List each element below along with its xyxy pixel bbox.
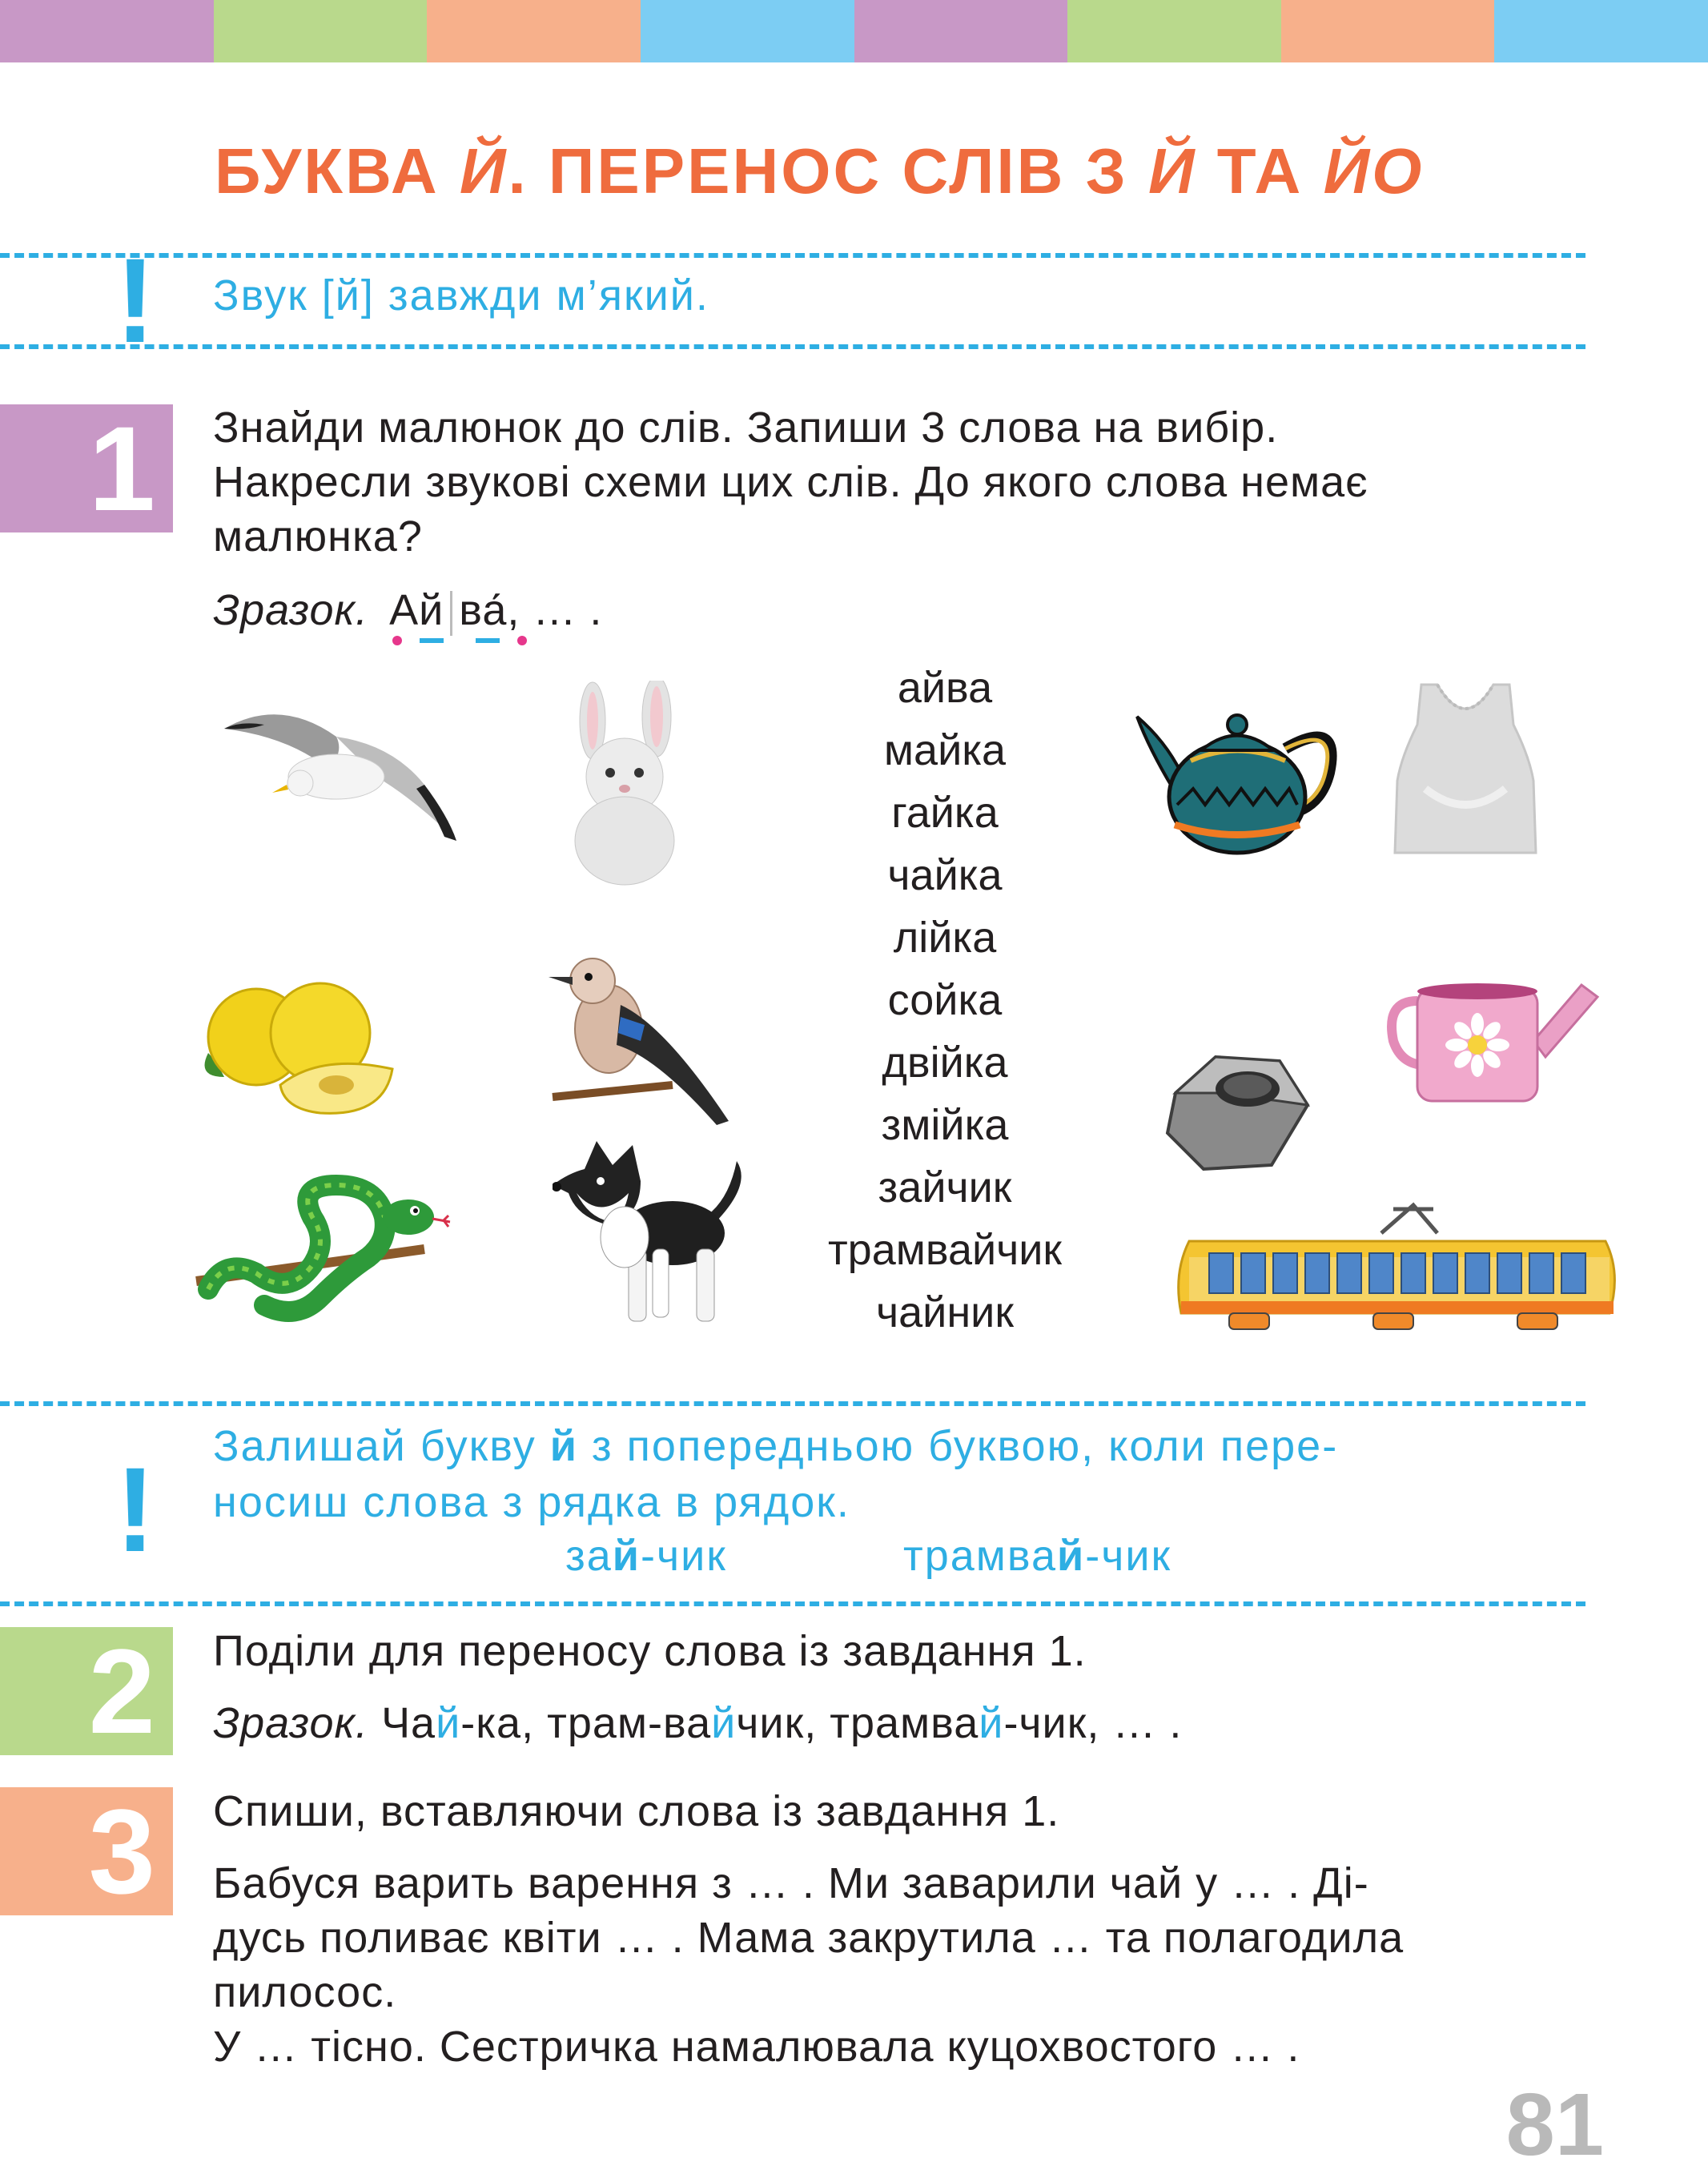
stripe-segment [427,0,641,62]
sample-part: й [979,1699,1004,1747]
task3-line: У … тісно. Сестричка намалювала куцохвостого … . [213,2023,1300,2071]
snake-picture [192,1169,456,1329]
sample-part: Ча [368,1699,436,1747]
dashed-divider [0,344,1585,349]
sound-scheme-marks [389,633,549,649]
task1-line: Накресли звукові схеми цих слів. До якого слова немає [213,458,1368,506]
rule-text-part: Залишай букву [213,1422,550,1470]
stripe-segment [1067,0,1281,62]
word-item: двійка [882,1039,1008,1087]
page-title [215,135,1424,208]
rule-text-line: носиш слова з рядка в рядок. [213,1478,850,1526]
exclamation-icon: ! [115,233,155,368]
rabbit-picture [545,681,705,889]
word-item: чайка [887,851,1003,899]
word-item: гайка [891,789,999,837]
dashed-divider [0,253,1585,258]
task1-line: Знайди малюнок до слів. Запиши 3 слова на вибір. [213,404,1279,452]
example-part: й [612,1532,641,1580]
example-part: й [1057,1532,1086,1580]
task3-text [213,1856,1590,2074]
title-part: БУКВА [215,135,460,207]
page-number: 81 [1505,2076,1604,2174]
example-part: -чик [641,1532,727,1580]
example-part: за [565,1532,613,1580]
task1-sample [213,583,602,637]
hyphenation-example-1 [565,1531,727,1581]
stripe-segment [641,0,854,62]
dashed-divider [0,1401,1585,1406]
quince-picture [192,957,416,1117]
task-number-2: 2 [0,1627,173,1755]
sample-word-scheme [389,583,507,637]
sample-syllable: ва́ [459,586,508,634]
tram-picture [1173,1201,1622,1337]
word-item: зайчик [878,1163,1012,1212]
title-part: . ПЕРЕНОС СЛІВ З [508,135,1148,207]
task3-line: дусь поливає квіти … . Мама закрутила … та полагодила [213,1914,1405,1962]
jay-bird-picture [545,953,745,1129]
nut-picture [1159,1045,1316,1181]
task2-instructions: Поділи для переносу слова із завдання 1. [213,1627,1087,1675]
sample-part: чик, трамва [736,1699,979,1747]
task3-line: пилосос. [213,1968,397,2016]
sample-ellipsis: , … . [507,586,603,634]
word-item: айва [897,664,993,712]
sample-part: й [436,1699,461,1747]
stripe-segment [1494,0,1708,62]
dashed-divider [0,1601,1585,1606]
title-part: ЙО [1323,135,1425,207]
title-part: ТА [1196,135,1324,207]
title-part: Й [1147,135,1197,207]
word-item: чайник [876,1288,1014,1336]
sample-label: Зразок. [213,586,369,634]
title-part: Й [459,135,508,207]
task1-line: малюнка? [213,512,423,561]
rule-y-hyphenation [213,1421,1338,1527]
seagull-picture [216,681,464,849]
example-part: -чик [1085,1532,1172,1580]
watering-can-picture [1385,969,1602,1113]
word-item: лійка [893,914,997,962]
sample-part: -ка, трам-ва [460,1699,712,1747]
task1-instructions [213,400,1590,564]
task3-instructions: Спиши, вставляючи слова із завдання 1. [213,1787,1060,1835]
hyphenation-example-2 [903,1531,1171,1581]
stripe-segment [0,0,214,62]
word-item: змійка [881,1101,1009,1149]
top-color-stripe [0,0,1708,62]
rule-text-part: з попередньою буквою, коли пере- [577,1422,1339,1470]
example-part: трамва [903,1532,1058,1580]
teapot-picture [1133,685,1349,861]
word-list [801,657,1089,1344]
rule-text-part: й [549,1422,578,1470]
word-item: трамвайчик [827,1226,1063,1274]
word-item: сойка [887,976,1003,1024]
task3-line: Бабуся варить варення з … . Ми заварили чай у … . Ді- [213,1859,1369,1907]
task-number-3: 3 [0,1787,173,1915]
stripe-segment [214,0,428,62]
tank-top-picture [1393,677,1537,861]
task2-sample [213,1696,1182,1750]
sample-syllable: Ай [389,586,444,634]
sample-part: -чик, … . [1003,1699,1183,1747]
task-number-1: 1 [0,404,173,532]
sample-label: Зразок. [213,1699,369,1747]
rule-sound-y-soft: Звук [й] завжди м’який. [213,271,709,319]
word-item: майка [883,726,1007,774]
sample-part: й [711,1699,737,1747]
husky-dog-picture [553,1137,761,1329]
exclamation-icon: ! [115,1442,155,1577]
stripe-segment [854,0,1068,62]
syllable-divider [450,591,452,636]
stripe-segment [1281,0,1495,62]
